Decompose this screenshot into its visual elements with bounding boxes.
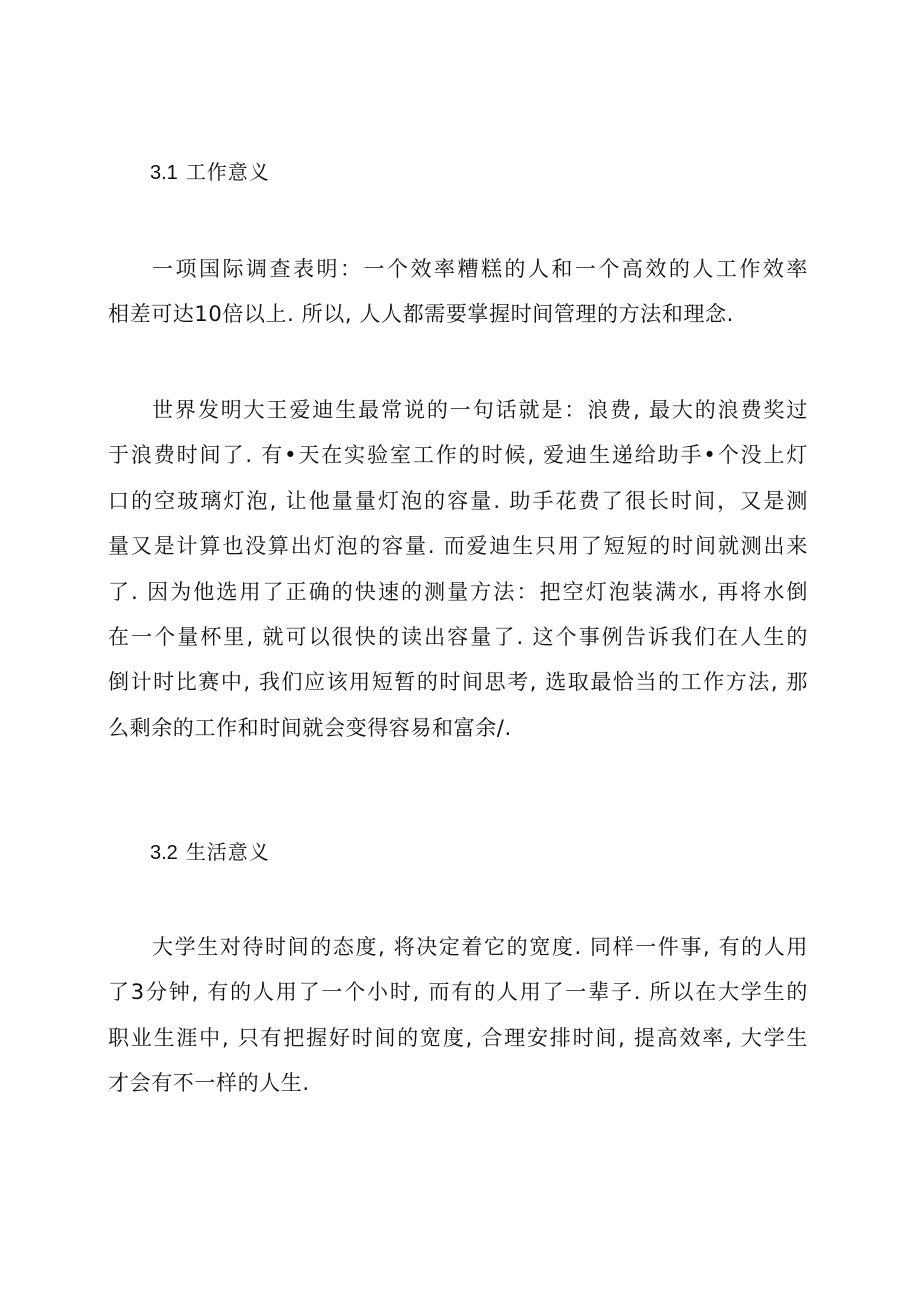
- text-line: 一项国际调查表明：一个效率糟糕的人和一个高效的人工作效率: [152, 257, 808, 281]
- text-line: 量又是计算也没算出灯泡的容量. 而爱迪生只用了短短的时间就测出来: [108, 534, 808, 559]
- paragraph-students: [108, 925, 808, 1107]
- text-line: 相差可达10倍以上. 所以, 人人都需要掌握时间管理的方法和理念.: [108, 302, 734, 327]
- section-title: 工作意义: [185, 160, 270, 184]
- text-line: 了3分钟, 有的人用了一个小时, 而有的人用了一辈子. 所以在大学生的: [108, 980, 808, 1005]
- paragraph-survey: [108, 247, 808, 338]
- text-line: 在一个量杯里, 就可以很快的读出容量了. 这个事例告诉我们在人生的: [108, 625, 808, 650]
- text-line: 么剩余的工作和时间就会变得容易和富余/.: [108, 715, 512, 740]
- text-line: 世界发明大王爱迪生最常说的一句话就是：浪费, 最大的浪费奖过: [152, 398, 808, 422]
- section-number: 3.1: [150, 162, 178, 184]
- section-number: 3.2: [150, 842, 178, 864]
- section-title: 生活意义: [185, 840, 270, 864]
- text-line: 职业生涯中, 只有把握好时间的宽度, 合理安排时间, 提高效率, 大学生: [108, 1025, 808, 1050]
- text-line: 大学生对待时间的态度, 将决定着它的宽度. 同样一件事, 有的人用: [152, 935, 808, 959]
- text-line: 倒计时比赛中, 我们应该用短暂的时间思考, 选取最恰当的工作方法, 那: [108, 670, 808, 695]
- text-line: 口的空玻璃灯泡, 让他量量灯泡的容量. 助手花费了很长时间，又是测: [108, 488, 808, 513]
- paragraph-edison: [108, 388, 808, 751]
- text-line: 了. 因为他选用了正确的快速的测量方法：把空灯泡装满水, 再将水倒: [108, 579, 808, 604]
- section-heading-work: [150, 158, 270, 187]
- text-line: 于浪费时间了. 有•天在实验室工作的时候, 爱迪生递给助手•个没上灯: [108, 443, 808, 468]
- section-heading-life: [150, 838, 270, 867]
- text-line: 才会有不一样的人生.: [108, 1071, 310, 1096]
